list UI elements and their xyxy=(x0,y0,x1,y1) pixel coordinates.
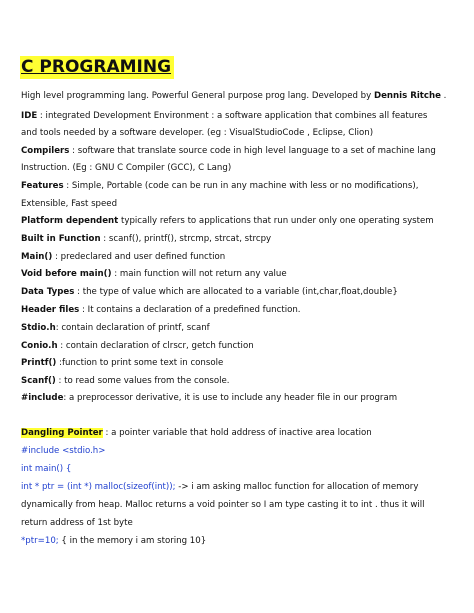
compilers-line-cont xyxy=(21,162,231,174)
definition: : a pointer variable that hold address of inactive area location xyxy=(102,428,372,438)
datatypes-line xyxy=(21,286,398,298)
code-malloc: int * ptr = (int *) malloc(sizeof(int)); xyxy=(21,482,176,492)
definition: : contain declaration of printf, scanf xyxy=(55,323,210,333)
term: IDE xyxy=(21,111,38,121)
definition: Instruction. (Eg : GNU C Compiler (GCC), C Lang) xyxy=(21,163,232,173)
explanation-line-cont: return address of 1st byte xyxy=(21,518,133,528)
dangling-pointer-line xyxy=(21,427,372,439)
definition: : main function will not return any value xyxy=(111,269,287,279)
definition: : Simple, Portable (code can be run in any machine with less or no modifications), xyxy=(63,181,419,191)
header-files-line xyxy=(21,304,301,316)
definition: : the type of value which are allocated to a variable (int,char,float,double} xyxy=(74,287,398,297)
builtin-line xyxy=(21,233,271,245)
definition: : contain declaration of clrscr, getch function xyxy=(57,341,254,351)
definition: : integrated Development Environment : a software application that combines all features xyxy=(37,111,428,121)
term: Main() xyxy=(21,252,53,262)
definition: Extensible, Fast speed xyxy=(21,199,118,209)
text: . xyxy=(440,91,447,101)
term: Platform dependent xyxy=(21,216,119,226)
code-include: #include <stdio.h> xyxy=(21,446,106,456)
code-comment: { in the memory i am storing 10} xyxy=(58,536,207,546)
definition: typically refers to applications that run under only one operating system xyxy=(118,216,434,226)
definition: : It contains a declaration of a predefined function. xyxy=(79,305,301,315)
compilers-line xyxy=(21,145,436,157)
term: Void before main() xyxy=(21,269,112,279)
ide-line-cont xyxy=(21,127,373,139)
term: Scanf() xyxy=(21,376,56,386)
text: High level programming lang. Powerful General purpose prog lang. Developed by xyxy=(21,91,374,101)
code-assign: *ptr=10; xyxy=(21,536,59,546)
explanation-line: dynamically from heap. Malloc returns a void pointer so I am type casting it to int . thus it will xyxy=(21,500,425,510)
conio-line xyxy=(21,340,254,352)
author-name: Dennis Ritche xyxy=(373,91,441,101)
platform-line xyxy=(21,215,434,227)
term: Stdio.h xyxy=(21,323,56,333)
main-line xyxy=(21,251,225,263)
void-line xyxy=(21,268,287,280)
definition: : scanf(), printf(), strcmp, strcat, strcpy xyxy=(100,234,272,244)
term: Built in Function xyxy=(21,234,101,244)
page-title: C PROGRAMING xyxy=(20,56,174,79)
term: Conio.h xyxy=(21,341,58,351)
intro-line xyxy=(21,90,446,102)
term: Compilers xyxy=(21,146,70,156)
ide-line xyxy=(21,110,427,122)
scanf-line xyxy=(21,375,230,387)
term: Header files xyxy=(21,305,80,315)
code-malloc-line xyxy=(21,481,418,493)
stdio-line xyxy=(21,322,210,334)
code-assign-line xyxy=(21,535,206,547)
definition: and tools needed by a software developer. (eg : VisualStudioCode , Eclipse, Clion) xyxy=(21,128,374,138)
definition: :function to print some text in console xyxy=(56,358,224,368)
definition: : predeclared and user defined function xyxy=(52,252,226,262)
term: #include xyxy=(21,393,64,403)
code-comment: -> i am asking malloc function for allocation of memory xyxy=(175,482,419,492)
term: Data Types xyxy=(21,287,75,297)
dangling-pointer-label: Dangling Pointer xyxy=(21,428,103,438)
features-line xyxy=(21,180,418,192)
definition: : software that translate source code in high level language to a set of machine lang xyxy=(69,146,436,156)
definition: : to read some values from the console. xyxy=(55,376,230,386)
code-main: int main() { xyxy=(21,464,72,474)
features-line-cont xyxy=(21,198,117,210)
include-line xyxy=(21,392,397,404)
term: Features xyxy=(21,181,64,191)
printf-line xyxy=(21,357,223,369)
term: Printf() xyxy=(21,358,57,368)
definition: : a preprocessor derivative, it is use to include any header file in our program xyxy=(63,393,398,403)
